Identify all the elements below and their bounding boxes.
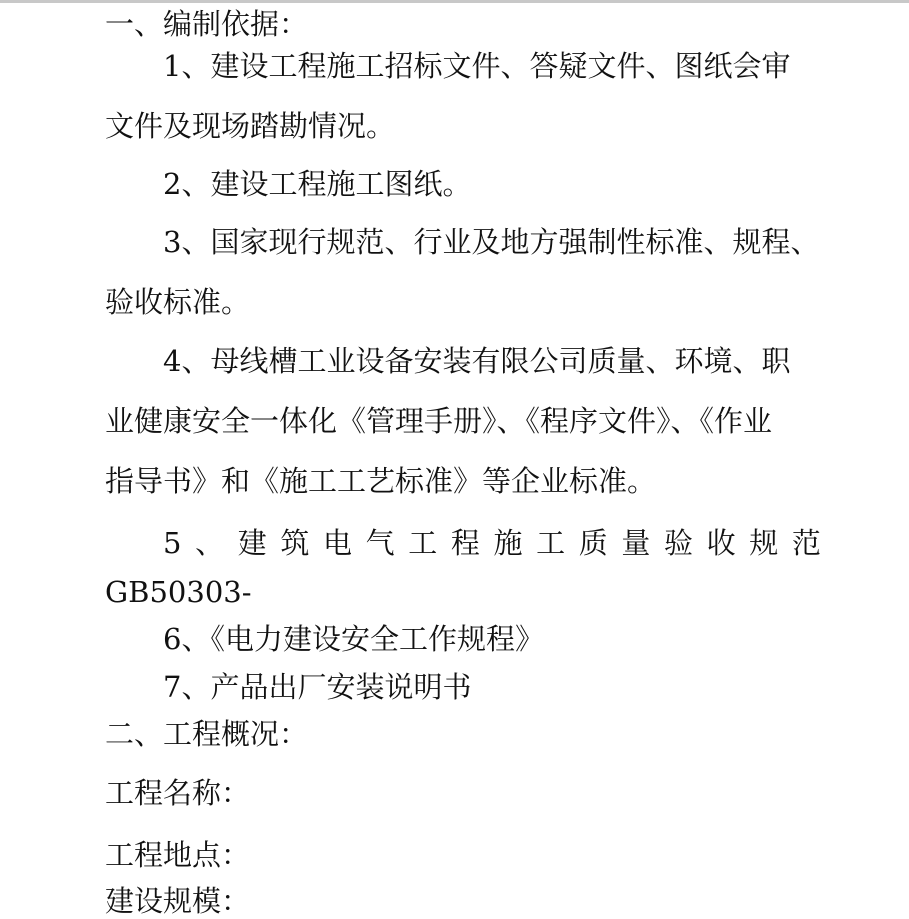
item-5-char: 工	[408, 526, 438, 560]
field-project-name: 工程名称：	[105, 776, 251, 810]
item-3-line-2: 验收标准。	[105, 285, 251, 319]
item-5-line-1	[163, 525, 821, 561]
section-heading-overview: 二、工程概况：	[105, 717, 309, 751]
item-3-line-1: 3、国家现行规范、行业及地方强制性标准、规程、	[163, 225, 820, 259]
item-4-line-3: 指导书》和《施工工艺标准》等企业标准。	[105, 464, 657, 498]
item-4-line-2: 业健康安全一体化《管理手册》、《程序文件》、《作业	[105, 404, 773, 438]
item-5-char: 、	[195, 526, 225, 560]
item-5-char: 筑	[280, 526, 310, 560]
item-5-char: 规	[749, 526, 779, 560]
item-5-char: 质	[578, 526, 608, 560]
field-build-scale: 建设规模：	[105, 884, 251, 918]
item-2-line-1: 2、建设工程施工图纸。	[163, 167, 472, 201]
item-5-char: 工	[536, 526, 566, 560]
item-1-line-2: 文件及现场踏勘情况。	[105, 109, 396, 143]
item-7-line-1: 7、产品出厂安装说明书	[163, 670, 472, 704]
item-5-char: 施	[493, 526, 523, 560]
item-5-char: 范	[791, 526, 821, 560]
item-4-line-1: 4、母线槽工业设备安装有限公司质量、环境、职	[163, 344, 791, 378]
item-5-char: 程	[450, 526, 480, 560]
item-5-line-2: GB50303-	[105, 575, 252, 609]
item-5-char: 气	[365, 526, 395, 560]
item-5-char: 量	[621, 526, 651, 560]
item-5-char: 验	[663, 526, 693, 560]
field-project-location: 工程地点：	[105, 838, 251, 872]
section-heading-basis: 一、编制依据：	[105, 7, 309, 41]
item-1-line-1: 1、建设工程施工招标文件、答疑文件、图纸会审	[163, 49, 791, 83]
item-5-char: 收	[706, 526, 736, 560]
item-5-char: 电	[322, 526, 352, 560]
item-5-char: 建	[237, 526, 267, 560]
item-5-char: 5	[163, 526, 182, 560]
item-6-line-1: 6、《电力建设安全工作规程》	[163, 622, 544, 656]
